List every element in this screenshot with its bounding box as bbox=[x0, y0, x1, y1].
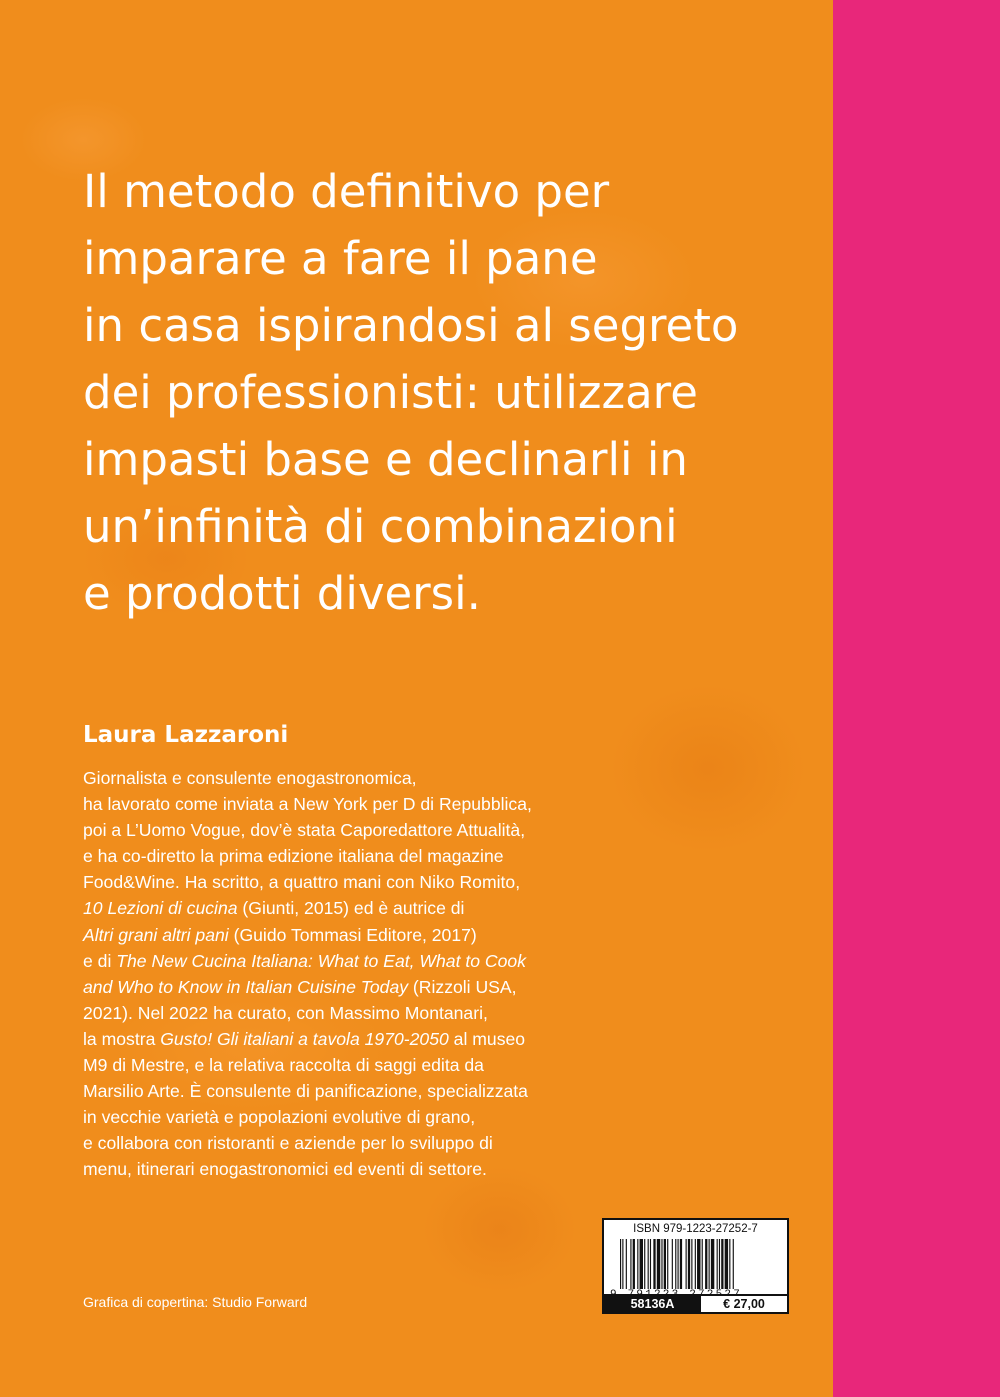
barcode-bar bbox=[648, 1239, 649, 1289]
bio-text: (Giunti, 2015) ed è autrice di bbox=[237, 898, 465, 919]
barcode-bar bbox=[661, 1239, 662, 1289]
product-code: 58136A bbox=[604, 1296, 701, 1312]
blurb-line: e prodotti diversi. bbox=[83, 567, 481, 620]
bio-line: Giornalista e consulente enogastronomica, bbox=[83, 768, 417, 788]
barcode-bar bbox=[626, 1239, 627, 1289]
barcode-bar bbox=[650, 1239, 651, 1289]
price: € 27,00 bbox=[723, 1297, 765, 1311]
book-title: The New Cucina Italiana: What to Eat, What to Cook bbox=[116, 950, 526, 971]
blurb-line: in casa ispirandosi al segreto bbox=[83, 299, 739, 352]
author-bio bbox=[83, 765, 603, 1183]
barcode-bar bbox=[657, 1239, 660, 1289]
barcode-bar bbox=[709, 1239, 710, 1289]
bio-line: M9 di Mestre, e la relativa raccolta di saggi edita da bbox=[83, 1055, 484, 1076]
barcode-bar bbox=[695, 1239, 696, 1289]
bio-line: e ha co-diretto la prima edizione italiana del magazine bbox=[83, 846, 504, 867]
barcode-bar bbox=[664, 1239, 666, 1289]
bio-text: la mostra bbox=[83, 1028, 161, 1049]
bio-text: (Rizzoli USA, bbox=[408, 976, 517, 997]
blurb-line: Il metodo definitivo per bbox=[83, 165, 610, 218]
barcode-bar bbox=[691, 1239, 692, 1289]
barcode-bar bbox=[697, 1239, 700, 1289]
barcode-bar bbox=[620, 1239, 621, 1289]
blurb-line: imparare a fare il pane bbox=[83, 232, 598, 285]
barcode-bar bbox=[717, 1239, 718, 1289]
barcode-bar bbox=[653, 1239, 655, 1289]
bio-line: 2021). Nel 2022 ha curato, con Massimo Montanari, bbox=[83, 1002, 488, 1023]
barcode-bar bbox=[733, 1239, 734, 1289]
isbn-label: ISBN 979-1223-27252-7 bbox=[633, 1223, 758, 1235]
barcode-bar bbox=[678, 1239, 679, 1289]
barcode-bar bbox=[721, 1239, 723, 1289]
bio-text: (Guido Tommasi Editore, 2017) bbox=[228, 924, 477, 945]
barcode-bar bbox=[675, 1239, 676, 1289]
barcode-bar bbox=[686, 1239, 687, 1289]
blurb-line: un’infinità di combinazioni bbox=[83, 500, 678, 553]
barcode-bar bbox=[622, 1239, 623, 1289]
book-title: and Who to Know in Italian Cuisine Today bbox=[83, 976, 409, 997]
bio-line: Marsilio Arte. È consulente di panificazione, specializzata bbox=[83, 1081, 528, 1102]
barcode-bar bbox=[630, 1239, 631, 1289]
cover-credit: Grafica di copertina: Studio Forward bbox=[83, 1294, 308, 1310]
bio-line bbox=[83, 922, 603, 948]
bio-line: e collabora con ristoranti e aziende per lo sviluppo di bbox=[83, 1133, 493, 1154]
exhibition-title: Gusto! Gli italiani a tavola 1970-2050 bbox=[160, 1028, 449, 1049]
barcode-bar bbox=[640, 1239, 643, 1289]
bio-line: poi a L’Uomo Vogue, dov’è stata Caporedattore Attualità, bbox=[83, 820, 526, 841]
book-title: 10 Lezioni di cucina bbox=[83, 898, 238, 919]
blurb-line: dei professionisti: utilizzare bbox=[83, 366, 698, 419]
barcode-bar bbox=[633, 1239, 635, 1289]
bio-line: Food&Wine. Ha scritto, a quattro mani con Niko Romito, bbox=[83, 872, 521, 893]
bio-line bbox=[83, 974, 603, 1000]
barcode-bar bbox=[711, 1239, 714, 1289]
bio-line bbox=[83, 1026, 603, 1052]
cover-blurb bbox=[83, 158, 803, 627]
barcode-bars bbox=[620, 1239, 778, 1289]
blurb-line: impasti base e declinarli in bbox=[83, 433, 688, 486]
price-row bbox=[602, 1294, 789, 1314]
book-title: Altri grani altri pani bbox=[83, 924, 229, 945]
bio-line bbox=[83, 948, 603, 974]
barcode-bar bbox=[719, 1239, 720, 1289]
author-name: Laura Lazzaroni bbox=[83, 722, 289, 748]
barcode-bar bbox=[729, 1239, 730, 1289]
bio-line: menu, itinerari enogastronomici ed eventi di settore. bbox=[83, 1159, 487, 1180]
bio-line bbox=[83, 895, 603, 921]
barcode-bar bbox=[725, 1239, 728, 1289]
pink-spine-band bbox=[833, 0, 1000, 1397]
barcode-bar bbox=[667, 1239, 668, 1289]
barcode-bar bbox=[644, 1239, 645, 1289]
barcode-bar bbox=[637, 1239, 638, 1289]
barcode-bar bbox=[688, 1239, 690, 1289]
bio-text: e di bbox=[83, 950, 117, 971]
barcode-bar bbox=[672, 1239, 673, 1289]
bio-text: al museo bbox=[448, 1028, 526, 1049]
bio-line: ha lavorato come inviata a New York per D di Repubblica, bbox=[83, 794, 532, 815]
barcode-bar bbox=[705, 1239, 707, 1289]
bio-line: in vecchie varietà e popolazioni evolutive di grano, bbox=[83, 1107, 476, 1128]
barcode-bar bbox=[680, 1239, 682, 1289]
barcode-bar bbox=[702, 1239, 703, 1289]
